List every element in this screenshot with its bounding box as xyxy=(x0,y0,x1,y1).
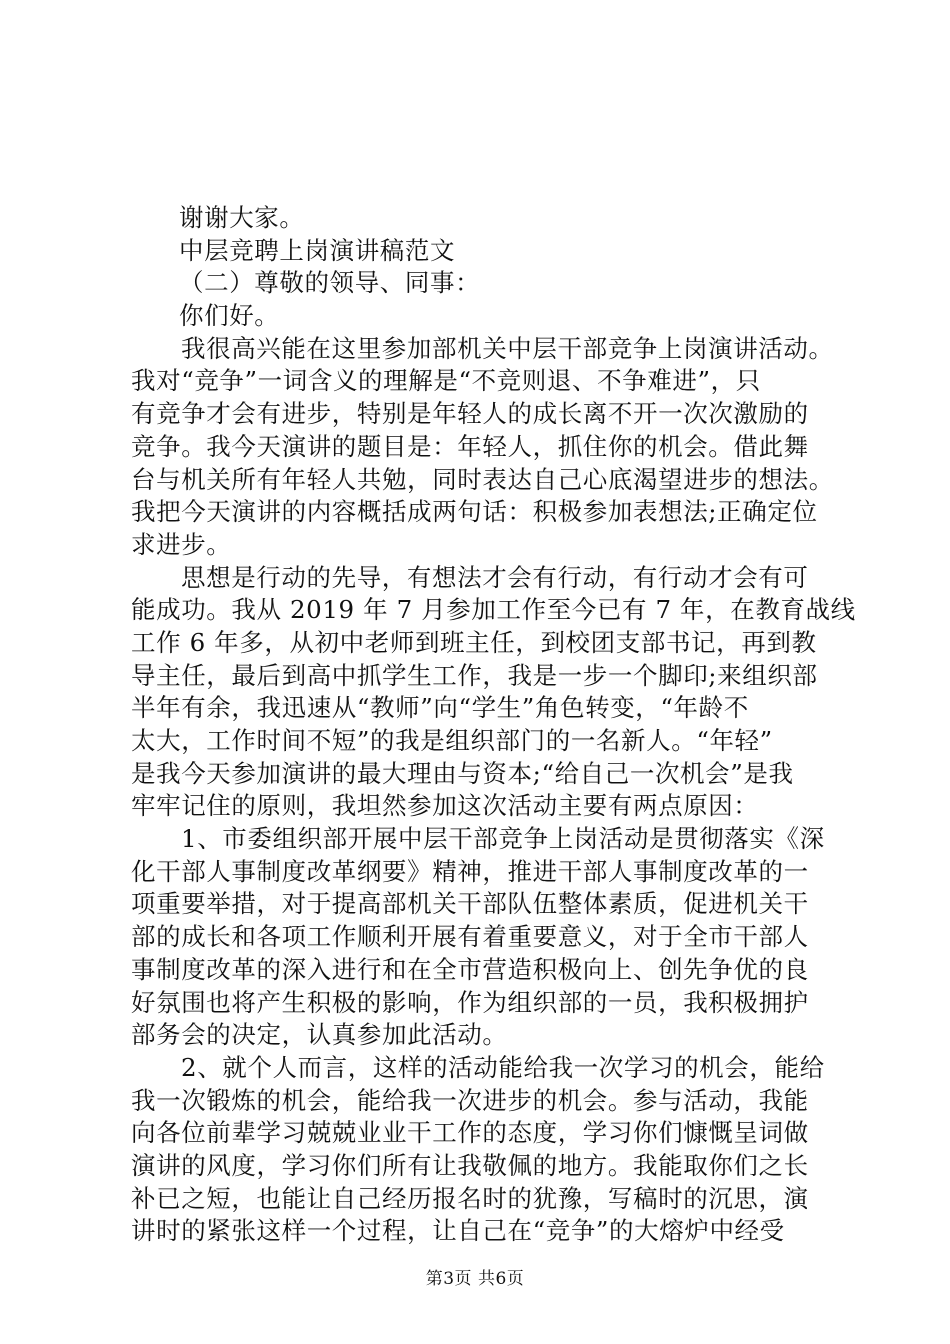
paragraph-line: 我对“竞争”一词含义的理解是“不竞则退、不争难进”，只 xyxy=(131,366,761,396)
paragraph-line: 2、就个人而言，这样的活动能给我一次学习的机会，能给 xyxy=(181,1052,825,1082)
paragraph-line: 半年有余，我迅速从“教师”向“学生”角色转变，“年龄不 xyxy=(131,693,749,723)
section-title: 中层竞聘上岗演讲稿范文 xyxy=(179,235,456,265)
page-footer xyxy=(0,1264,950,1289)
paragraph-line: 竞争。我今天演讲的题目是：年轻人，抓住你的机会。借此舞 xyxy=(131,431,809,461)
paragraph-line: 太大，工作时间不短”的我是组织部门的一名新人。“年轻” xyxy=(131,726,773,755)
document-body xyxy=(131,202,856,1248)
paragraph-line: 事制度改革的深入进行和在全市营造积极向上、创先争优的良 xyxy=(131,954,809,984)
paragraph-line: 向各位前辈学习兢兢业业干工作的态度，学习你们慷慨呈词做 xyxy=(131,1118,809,1148)
text-line: 谢谢大家。 xyxy=(179,203,305,232)
paragraph-line: 思想是行动的先导，有想法才会有行动，有行动才会有可 xyxy=(181,562,809,592)
paragraph-line: 1、市委组织部开展中层干部竞争上岗活动是贯彻落实《深 xyxy=(181,824,825,854)
paragraph-line: 补已之短，也能让自己经历报名时的犹豫，写稿时的沉思，演 xyxy=(131,1183,809,1213)
paragraph-line: 好氛围也将产生积极的影响，作为组织部的一员，我积极拥护 xyxy=(131,987,809,1017)
paragraph-line: 演讲的风度，学习你们所有让我敬佩的地方。我能取你们之长 xyxy=(131,1150,809,1180)
paragraph-line: 有竞争才会有进步，特别是年轻人的成长离不开一次次激励的 xyxy=(131,399,809,429)
paragraph-line: 工作 6 年多，从初中老师到班主任，到校团支部书记，再到教 xyxy=(131,627,817,657)
paragraph-line: 能成功。我从 2019 年 7 月参加工作至今已有 7 年，在教育战线 xyxy=(131,595,856,625)
page-number: 第3页 共6页 xyxy=(425,1269,525,1289)
paragraph-line: 部务会的决定，认真参加此活动。 xyxy=(131,1020,508,1050)
paragraph-line: 导主任，最后到高中抓学生工作，我是一步一个脚印;来组织部 xyxy=(131,660,818,690)
paragraph-line: 求进步。 xyxy=(131,529,232,559)
paragraph-line: 讲时的紧张这样一个过程，让自己在“竞争”的大熔炉中经受 xyxy=(131,1216,785,1246)
salutation: （二）尊敬的领导、同事： xyxy=(179,268,481,298)
paragraph-line: 项重要举措，对于提高部机关干部队伍整体素质，促进机关干 xyxy=(131,889,809,919)
paragraph-line: 我一次锻炼的机会，能给我一次进步的机会。参与活动，我能 xyxy=(131,1085,809,1115)
paragraph-line: 我很高兴能在这里参加部机关中层干部竞争上岗演讲活动。 xyxy=(181,333,834,363)
paragraph-line: 牢牢记住的原则，我坦然参加这次活动主要有两点原因： xyxy=(131,791,759,821)
paragraph-line: 台与机关所有年轻人共勉，同时表达自己心底渴望进步的想法。 xyxy=(131,464,834,494)
paragraph-line: 我把今天演讲的内容概括成两句话：积极参加表想法;正确定位 xyxy=(131,497,818,527)
greeting: 你们好。 xyxy=(179,301,280,331)
paragraph-line: 是我今天参加演讲的最大理由与资本;“给自己一次机会”是我 xyxy=(131,758,794,788)
paragraph-line: 部的成长和各项工作顺利开展有着重要意义，对于全市干部人 xyxy=(131,922,809,952)
paragraph-line: 化干部人事制度改革纲要》精神，推进干部人事制度改革的一 xyxy=(131,856,809,886)
